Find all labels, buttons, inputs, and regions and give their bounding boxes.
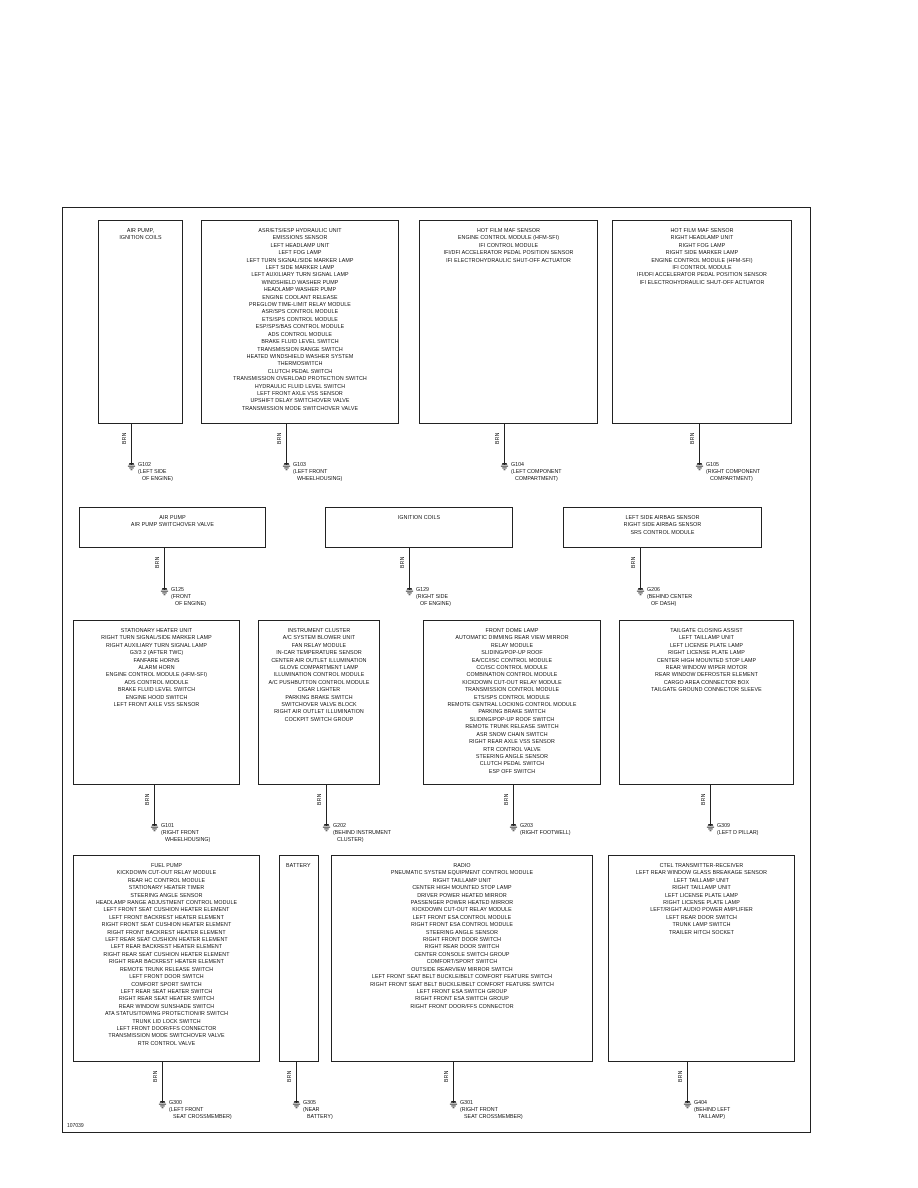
component-label: RIGHT FRONT BACKREST HEATER ELEMENT <box>107 929 226 936</box>
ground-icon <box>449 1101 458 1110</box>
ground-label <box>303 1100 333 1121</box>
ground-id: G202 <box>333 823 346 829</box>
component-label: TRUNK LID LOCK SWITCH <box>132 1018 201 1025</box>
component-box <box>608 855 795 1062</box>
wire-color-label: BRN <box>145 793 151 805</box>
component-label: RIGHT LICENSE PLATE LAMP <box>668 650 745 657</box>
component-label: CENTER HIGH MOUNTED STOP LAMP <box>656 657 757 664</box>
component-label: ETS/SPS CONTROL MODULE <box>474 694 550 701</box>
component-box <box>98 220 183 424</box>
component-label: A/C PUSHBUTTON CONTROL MODULE <box>268 679 370 686</box>
component-label: ATA STATUS/TOWING PROTECTION/IR SWITCH <box>104 1011 229 1018</box>
ground-location: OF ENGINE) <box>142 476 173 482</box>
ground-location: CLUSTER) <box>337 837 364 843</box>
component-label: ESP/SPS/BAS CONTROL MODULE <box>255 324 345 331</box>
component-label: CLUTCH PEDAL SWITCH <box>479 761 545 768</box>
component-label: LEFT FRONT DOOR SWITCH <box>129 974 204 981</box>
ground-id: G300 <box>169 1100 182 1106</box>
wire-color-label: BRN <box>287 1070 293 1082</box>
component-label: IGNITION COILS <box>119 235 162 242</box>
ground-icon <box>636 588 645 597</box>
component-label: HOT FILM MAF SENSOR <box>476 228 541 234</box>
component-label: IN-CAR TEMPERATURE SENSOR <box>276 650 362 657</box>
ground-id: G105 <box>706 462 719 468</box>
component-label: REMOTE TRUNK RELEASE SWITCH <box>119 966 214 973</box>
component-label: LEFT REAR DOOR SWITCH <box>666 914 737 921</box>
ground-id: G301 <box>460 1100 473 1106</box>
ground-label <box>293 462 342 483</box>
ground-icon <box>683 1101 692 1110</box>
component-label: CENTER CONSOLE SWITCH GROUP <box>414 951 510 958</box>
component-label: STEERING ANGLE SENSOR <box>130 892 203 899</box>
ground-label <box>717 823 758 837</box>
component-label: EA/CC/ISC CONTROL MODULE <box>471 657 553 664</box>
component-label: DRIVER POWER HEATED MIRROR <box>417 892 507 899</box>
wire-color-label: BRN <box>122 432 128 444</box>
ground-label <box>416 587 451 608</box>
ground-location: (BEHIND LEFT <box>694 1107 731 1113</box>
ground-icon <box>292 1101 301 1110</box>
ground-id: G309 <box>717 823 730 829</box>
component-label: ESP OFF SWITCH <box>488 768 536 775</box>
component-label: RIGHT FRONT ESA CONTROL MODULE <box>410 922 514 929</box>
ground-wire <box>162 1062 163 1103</box>
component-label: PARKING BRAKE SWITCH <box>478 709 546 716</box>
component-label: STEERING ANGLE SENSOR <box>475 753 549 760</box>
component-box <box>73 855 260 1062</box>
component-label: OUTSIDE REARVIEW MIRROR SWITCH <box>411 966 513 973</box>
component-label: LEFT REAR BACKREST HEATER ELEMENT <box>110 944 223 951</box>
ground-location: (RIGHT FRONT <box>161 830 199 836</box>
component-label: REAR WINDOW DEFROSTER ELEMENT <box>655 672 758 679</box>
ground-label <box>138 462 173 483</box>
component-label: AUTOMATIC DIMMING REAR VIEW MIRROR <box>455 635 569 642</box>
wire-color-label: BRN <box>444 1070 450 1082</box>
component-label: RIGHT REAR SEAT CUSHION HEATER ELEMENT <box>103 951 230 958</box>
component-label: BRAKE FLUID LEVEL SWITCH <box>261 339 339 346</box>
component-label: RTR CONTROL VALVE <box>483 746 541 753</box>
ground-location: OF DASH) <box>651 601 677 607</box>
ground-wire <box>504 424 505 465</box>
ground-id: G305 <box>303 1100 316 1106</box>
component-label: FANFARE HORNS <box>133 657 180 664</box>
component-label: TRAILER HITCH SOCKET <box>668 929 735 936</box>
component-label: RIGHT SIDE AIRBAG SENSOR <box>623 522 702 529</box>
ground-location: (LEFT SIDE <box>138 469 167 475</box>
component-box <box>279 855 319 1062</box>
component-label: FAN RELAY MODULE <box>291 642 347 649</box>
component-label: IFI ELECTROHYDRAULIC SHUT-OFF ACTUATOR <box>639 279 765 286</box>
component-label: RIGHT TURN SIGNAL/SIDE MARKER LAMP <box>101 635 212 642</box>
ground-label <box>169 1100 232 1121</box>
component-box <box>325 507 513 548</box>
ground-wire <box>513 785 514 826</box>
component-label: G3/3 2 (AFTER TWC) <box>129 650 184 657</box>
component-label: A/C SYSTEM BLOWER UNIT <box>282 635 356 642</box>
component-label: IFI/DFI ACCELERATOR PEDAL POSITION SENSOR <box>443 250 574 257</box>
ground-wire <box>296 1062 297 1103</box>
ground-id: G129 <box>416 587 429 593</box>
component-label: LEFT FOG LAMP <box>278 250 322 257</box>
ground-icon <box>509 824 518 833</box>
ground-wire <box>154 785 155 826</box>
ground-label <box>520 823 571 837</box>
ground-icon <box>500 463 509 472</box>
component-label: RIGHT FOG LAMP <box>678 242 726 249</box>
ground-wire <box>699 424 700 465</box>
ground-icon <box>282 463 291 472</box>
component-box <box>563 507 762 548</box>
wire-color-label: BRN <box>701 793 707 805</box>
component-label: LEFT REAR WINDOW GLASS BREAKAGE SENSOR <box>635 870 768 877</box>
component-label: TAILGATE CLOSING ASSIST <box>670 628 743 634</box>
ground-wire <box>409 548 410 590</box>
ground-icon <box>405 588 414 597</box>
component-label: ENGINE HOOD SWITCH <box>125 694 188 701</box>
component-label: RIGHT FRONT SEAT CUSHION HEATER ELEMENT <box>101 922 232 929</box>
component-label: WINDSHIELD WASHER PUMP <box>261 279 339 286</box>
ground-location: SEAT CROSSMEMBER) <box>464 1114 523 1120</box>
component-label: RIGHT REAR AXLE VSS SENSOR <box>469 739 555 746</box>
component-label: ETS/SPS CONTROL MODULE <box>262 316 338 323</box>
component-label: INSTRUMENT CLUSTER <box>287 628 351 634</box>
figure-id: 107039 <box>67 1123 84 1129</box>
component-label: LEFT REAR SEAT CUSHION HEATER ELEMENT <box>105 937 228 944</box>
component-label: AIR PUMP, <box>126 228 155 234</box>
component-label: HEADLAMP WASHER PUMP <box>263 287 337 294</box>
ground-label <box>706 462 760 483</box>
ground-id: G404 <box>694 1100 707 1106</box>
ground-location: (RIGHT SIDE <box>416 594 448 600</box>
component-label: ENGINE CONTROL MODULE (HFM-SFI) <box>457 235 560 242</box>
ground-label <box>511 462 562 483</box>
component-label: KICKDOWN CUT-OUT RELAY MODULE <box>462 679 562 686</box>
component-label: REAR WINDOW WIPER MOTOR <box>665 665 748 672</box>
ground-id: G104 <box>511 462 524 468</box>
ground-icon <box>150 824 159 833</box>
component-label: UPSHIFT DELAY SWITCHOVER VALVE <box>250 398 350 405</box>
ground-location: (RIGHT FRONT <box>460 1107 498 1113</box>
component-label: REMOTE TRUNK RELEASE SWITCH <box>465 724 559 731</box>
ground-id: G203 <box>520 823 533 829</box>
ground-icon <box>158 1101 167 1110</box>
ground-wire <box>710 785 711 826</box>
component-label: TAILGATE GROUND CONNECTOR SLEEVE <box>651 687 762 694</box>
component-label: CIGAR LIGHTER <box>297 687 341 694</box>
ground-id: G103 <box>293 462 306 468</box>
component-label: RIGHT HEADLAMP UNIT <box>670 235 734 242</box>
component-label: SLIDING/POP-UP ROOF <box>481 650 543 657</box>
ground-label <box>460 1100 523 1121</box>
component-label: LEFT FRONT SEAT BELT BUCKLE/BELT COMFORT FEATURE SWITCH <box>371 974 553 981</box>
component-label: ASR SNOW CHAIN SWITCH <box>476 731 548 738</box>
ground-id: G102 <box>138 462 151 468</box>
component-label: TRANSMISSION RANGE SWITCH <box>257 346 343 353</box>
ground-location: COMPARTMENT) <box>515 476 558 482</box>
ground-location: OF ENGINE) <box>175 601 206 607</box>
component-label: RIGHT SIDE MARKER LAMP <box>665 250 739 257</box>
component-label: RIGHT AUXILIARY TURN SIGNAL LAMP <box>106 642 207 649</box>
component-label: RELAY MODULE <box>490 642 534 649</box>
component-box <box>201 220 399 424</box>
component-label: ADS CONTROL MODULE <box>268 331 332 338</box>
component-label: RIGHT AIR OUTLET ILLUMINATION <box>274 709 364 716</box>
ground-wire <box>286 424 287 465</box>
component-label: STATIONARY HEATER TIMER <box>128 885 205 892</box>
component-label: COMFORT SPORT SWITCH <box>131 981 202 988</box>
wire-color-label: BRN <box>631 556 637 568</box>
component-box <box>619 620 794 785</box>
ground-icon <box>160 588 169 597</box>
component-label: HEADLAMP RANGE ADJUSTMENT CONTROL MODULE <box>95 900 238 907</box>
component-box <box>73 620 240 785</box>
component-label: RIGHT TAILLAMP UNIT <box>432 877 492 884</box>
component-label: LEFT FRONT ESA SWITCH GROUP <box>416 988 508 995</box>
ground-location: TAILLAMP) <box>698 1114 725 1120</box>
component-label: LEFT FRONT AXLE VSS SENSOR <box>257 390 343 397</box>
component-label: REAR HC CONTROL MODULE <box>127 877 206 884</box>
component-label: IFI CONTROL MODULE <box>478 242 539 249</box>
component-label: STATIONARY HEATER UNIT <box>120 628 193 634</box>
component-label: SLIDING/POP-UP ROOF SWITCH <box>469 716 555 723</box>
component-label: STEERING ANGLE SENSOR <box>425 929 499 936</box>
component-label: IFI CONTROL MODULE <box>672 265 732 272</box>
component-label: LEFT/RIGHT AUDIO POWER AMPLIFIER <box>650 907 753 914</box>
component-label: TRANSMISSION MODE SWITCHOVER VALVE <box>108 1033 225 1040</box>
component-label: FUEL PUMP <box>150 863 183 869</box>
wire-color-label: BRN <box>400 556 406 568</box>
component-label: CARGO AREA CONNECTOR BOX <box>663 679 750 686</box>
component-label: PARKING BRAKE SWITCH <box>285 694 353 701</box>
component-label: IFI/DFI ACCELERATOR PEDAL POSITION SENSOR <box>637 272 767 279</box>
component-label: HOT FILM MAF SENSOR <box>670 228 734 234</box>
component-label: RIGHT LICENSE PLATE LAMP <box>663 900 740 907</box>
ground-icon <box>695 463 704 472</box>
component-label: AIR PUMP <box>159 515 186 521</box>
ground-wire <box>131 424 132 465</box>
ground-wire <box>326 785 327 826</box>
ground-location: (BEHIND CENTER <box>647 594 693 600</box>
component-label: LEFT FRONT ESA CONTROL MODULE <box>412 914 512 921</box>
component-label: RIGHT FRONT ESA SWITCH GROUP <box>415 996 509 1003</box>
component-box <box>612 220 792 424</box>
ground-location: (NEAR <box>303 1107 320 1113</box>
component-label: THERMOSWITCH <box>277 361 323 368</box>
component-label: ILLUMINATION CONTROL MODULE <box>273 672 365 679</box>
component-label: CC/ISC CONTROL MODULE <box>476 665 548 672</box>
component-box <box>79 507 266 548</box>
component-label: LEFT FRONT SEAT CUSHION HEATER ELEMENT <box>103 907 230 914</box>
ground-label <box>647 587 692 608</box>
ground-wire <box>640 548 641 590</box>
component-label: TRANSMISSION CONTROL MODULE <box>464 687 560 694</box>
component-label: HEATED WINDSHIELD WASHER SYSTEM <box>246 353 354 360</box>
component-label: KICKDOWN CUT-OUT RELAY MODULE <box>412 907 512 914</box>
component-label: COMFORT/SPORT SWITCH <box>426 959 498 966</box>
component-label: LEFT TURN SIGNAL/SIDE MARKER LAMP <box>246 257 354 264</box>
ground-label <box>333 823 391 844</box>
ground-location: COMPARTMENT) <box>710 476 753 482</box>
component-label: RIGHT TAILLAMP UNIT <box>672 885 731 892</box>
ground-id: G101 <box>161 823 174 829</box>
component-label: CENTER HIGH MOUNTED STOP LAMP <box>412 885 512 892</box>
component-label: GLOVE COMPARTMENT LAMP <box>279 665 359 672</box>
component-label: CENTER AIR OUTLET ILLUMINATION <box>271 657 367 664</box>
component-label: ENGINE CONTROL MODULE (HFM-SFI) <box>105 672 208 679</box>
component-label: COMBINATION CONTROL MODULE <box>466 672 558 679</box>
ground-location: (LEFT D PILLAR) <box>717 830 759 836</box>
component-label: ENGINE COOLANT RELEASE <box>262 294 338 301</box>
ground-wire <box>164 548 165 590</box>
component-label: FRONT DOME LAMP <box>485 628 539 634</box>
wire-color-label: BRN <box>495 432 501 444</box>
wire-color-label: BRN <box>317 793 323 805</box>
component-label: CTEL TRANSMITTER-RECEIVER <box>659 863 744 869</box>
component-label: LEFT HEADLAMP UNIT <box>270 242 330 249</box>
component-label: IFI ELECTROHYDRAULIC SHUT-OFF ACTUATOR <box>446 257 571 264</box>
ground-location: (LEFT COMPONENT <box>511 469 562 475</box>
ground-icon <box>706 824 715 833</box>
component-box <box>258 620 380 785</box>
component-label: PREGLOW TIME-LIMIT RELAY MODULE <box>249 302 351 309</box>
component-label: EMISSIONS SENSOR <box>272 235 328 242</box>
wire-color-label: BRN <box>504 793 510 805</box>
ground-id: G206 <box>647 587 660 593</box>
component-label: ENGINE CONTROL MODULE (HFM-SFI) <box>651 257 753 264</box>
component-label: BATTERY <box>286 863 311 869</box>
ground-location: (BEHIND INSTRUMENT <box>333 830 391 836</box>
component-label: RIGHT REAR SEAT HEATER SWITCH <box>118 996 215 1003</box>
ground-location: (LEFT FRONT <box>169 1107 204 1113</box>
component-label: IGNITION COILS <box>397 515 441 521</box>
component-label: LEFT TAILLAMP UNIT <box>679 635 734 642</box>
component-label: AIR PUMP SWITCHOVER VALVE <box>130 522 215 529</box>
component-label: RIGHT FRONT SEAT BELT BUCKLE/BELT COMFORT FEATURE SWITCH <box>370 981 554 988</box>
ground-wire <box>687 1062 688 1103</box>
wire-color-label: BRN <box>155 556 161 568</box>
component-label: RTR CONTROL VALVE <box>137 1040 196 1047</box>
component-label: SWITCHOVER VALVE BLOCK <box>281 702 357 709</box>
component-label: SRS CONTROL MODULE <box>630 529 695 536</box>
ground-location: (RIGHT COMPONENT <box>706 469 761 475</box>
wire-color-label: BRN <box>277 432 283 444</box>
component-label: BRAKE FLUID LEVEL SWITCH <box>117 687 196 694</box>
component-label: RIGHT FRONT DOOR SWITCH <box>422 937 502 944</box>
component-label: LEFT LICENSE PLATE LAMP <box>669 642 744 649</box>
ground-label <box>161 823 210 844</box>
ground-id: G125 <box>171 587 184 593</box>
component-label: PASSENGER POWER HEATED MIRROR <box>410 900 514 907</box>
wire-color-label: BRN <box>153 1070 159 1082</box>
component-label: LEFT SIDE MARKER LAMP <box>265 265 335 272</box>
component-label: LEFT FRONT DOOR/FFS CONNECTOR <box>116 1025 217 1032</box>
component-label: REMOTE CENTRAL LOCKING CONTROL MODULE <box>447 702 577 709</box>
ground-location: OF ENGINE) <box>420 601 451 607</box>
ground-location: BATTERY) <box>307 1114 333 1120</box>
component-label: TRANSMISSION MODE SWITCHOVER VALVE <box>241 405 359 412</box>
ground-location: (RIGHT FOOTWELL) <box>520 830 571 836</box>
component-label: ASR/SPS CONTROL MODULE <box>261 309 339 316</box>
component-label: CLUTCH PEDAL SWITCH <box>267 368 333 375</box>
component-label: LEFT FRONT BACKREST HEATER ELEMENT <box>109 914 224 921</box>
component-label: LEFT REAR SEAT HEATER SWITCH <box>120 988 213 995</box>
component-label: LEFT FRONT AXLE VSS SENSOR <box>113 702 200 709</box>
component-label: LEFT LICENSE PLATE LAMP <box>664 892 739 899</box>
component-label: HYDRAULIC FLUID LEVEL SWITCH <box>254 383 346 390</box>
component-label: LEFT SIDE AIRBAG SENSOR <box>625 515 700 521</box>
ground-location: (LEFT FRONT <box>293 469 328 475</box>
component-label: COCKPIT SWITCH GROUP <box>284 716 354 723</box>
component-label: ASR/ETS/ESP HYDRAULIC UNIT <box>258 228 342 234</box>
ground-location: (FRONT <box>171 594 192 600</box>
component-label: ADS CONTROL MODULE <box>124 679 189 686</box>
ground-location: WHEELHOUSING) <box>165 837 211 843</box>
component-label: PNEUMATIC SYSTEM EQUIPMENT CONTROL MODULE <box>390 870 534 877</box>
component-label: RIGHT REAR DOOR SWITCH <box>424 944 500 951</box>
component-label: TRUNK LAMP SWITCH <box>672 922 731 929</box>
component-label: LEFT TAILLAMP UNIT <box>674 877 729 884</box>
ground-icon <box>127 463 136 472</box>
ground-wire <box>453 1062 454 1103</box>
component-label: REAR WINDOW SUNSHADE SWITCH <box>118 1003 215 1010</box>
ground-label <box>694 1100 730 1121</box>
component-label: LEFT AUXILIARY TURN SIGNAL LAMP <box>251 272 349 279</box>
component-label: RIGHT REAR BACKREST HEATER ELEMENT <box>109 959 224 966</box>
component-box <box>331 855 593 1062</box>
component-label: ALARM HORN <box>138 665 175 672</box>
wire-color-label: BRN <box>690 432 696 444</box>
component-label: KICKDOWN CUT-OUT RELAY MODULE <box>116 870 217 877</box>
component-label: TRANSMISSION OVERLOAD PROTECTION SWITCH <box>233 376 367 383</box>
ground-icon <box>322 824 331 833</box>
component-box <box>419 220 598 424</box>
ground-location: SEAT CROSSMEMBER) <box>173 1114 232 1120</box>
component-box <box>423 620 601 785</box>
ground-label <box>171 587 206 608</box>
component-label: RIGHT FRONT DOOR/FFS CONNECTOR <box>410 1003 514 1010</box>
wire-color-label: BRN <box>678 1070 684 1082</box>
component-label: RADIO <box>453 863 471 869</box>
ground-location: WHEELHOUSING) <box>297 476 343 482</box>
